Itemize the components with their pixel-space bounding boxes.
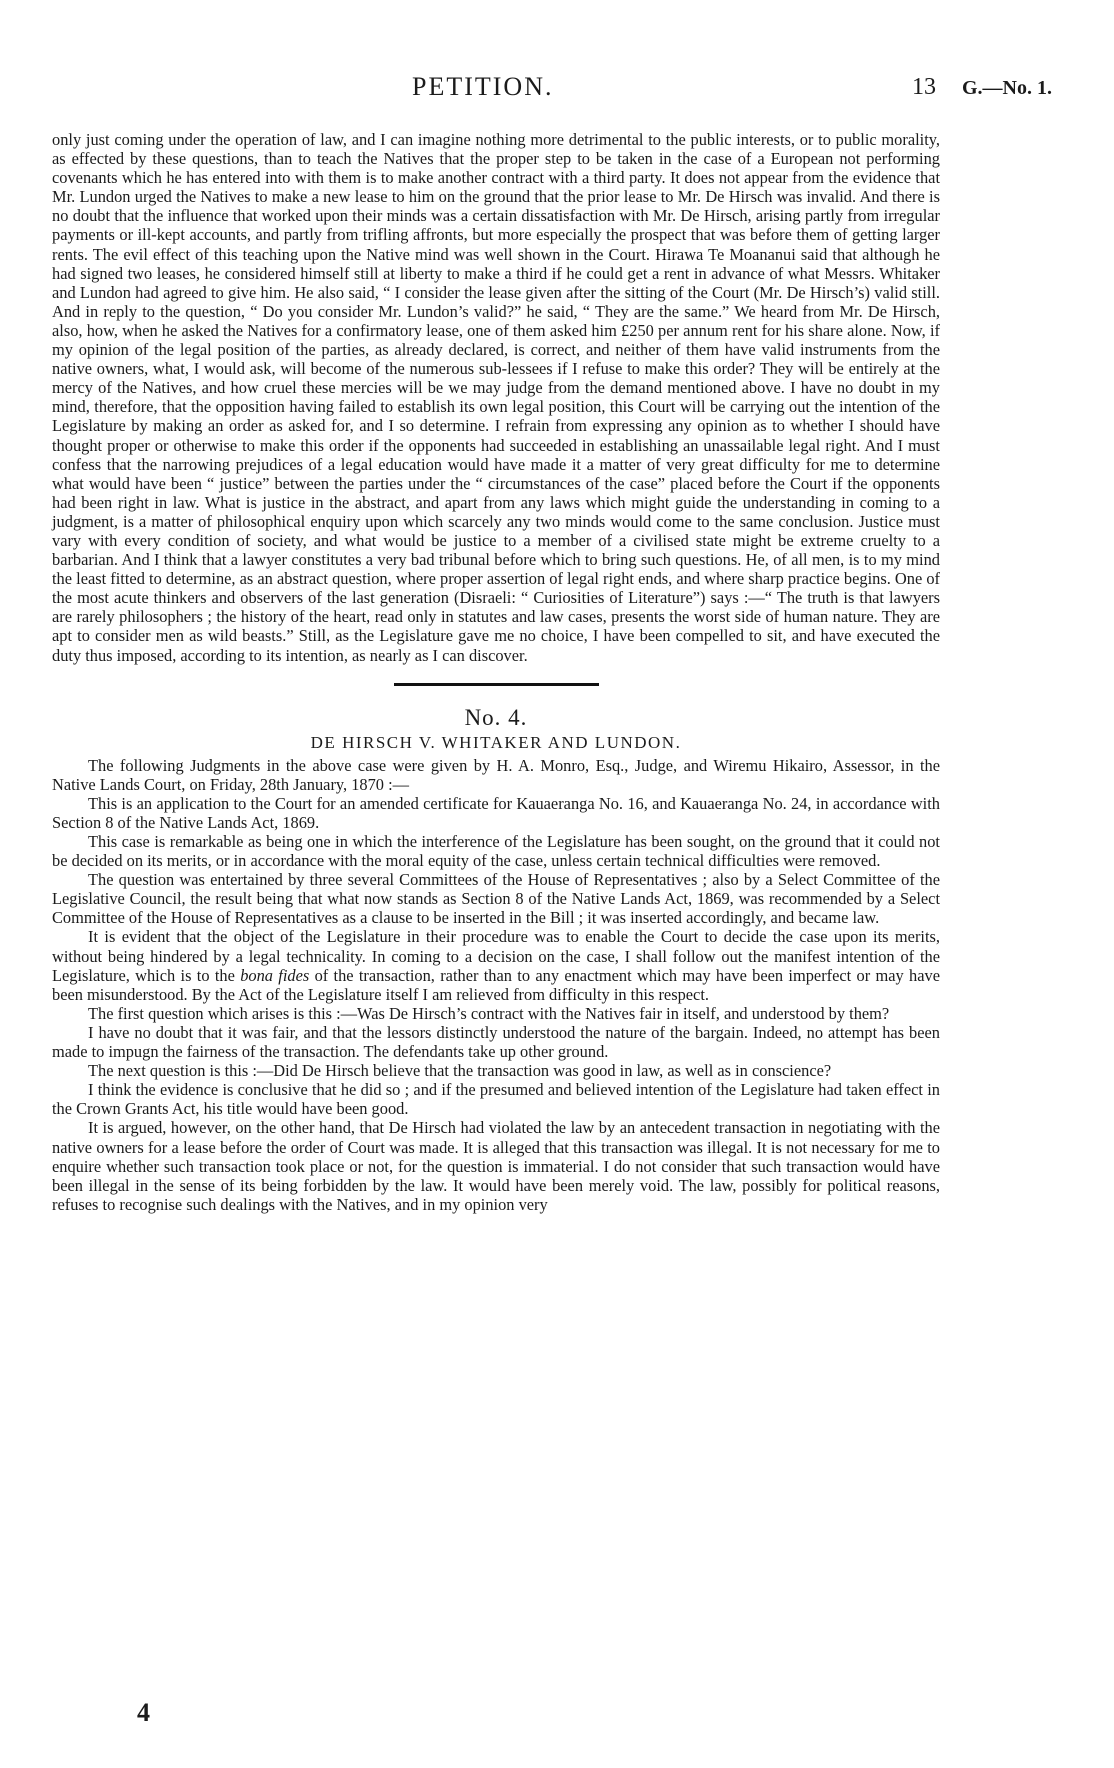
italic-phrase: bona fides [240,965,310,985]
case-title: DE HIRSCH V. WHITAKER AND LUNDON. [310,732,682,752]
paragraph: It is argued, however, on the other hand, that De Hirsch had violated the law by an antecedent transaction in negotiating with the native owners for a lease before the order of Court was made. It is alleged that this transaction was illegal. It is not necessary for me to enquire whether such transaction took place or not, for the question is immaterial. I do not consider that such transaction would have been illegal in the sense of its being forbidden by the law. It would have been merely void. The law, possibly for political reasons, refuses to recognise such dealings with the Natives, and in my opinion very [52,1118,940,1214]
paragraph: I think the evidence is conclusive that he did so ; and if the presumed and believed intention of the Legislature had taken effect in the Crown Grants Act, his title would have been good. [52,1080,940,1119]
paragraph: The following Judgments in the above case were given by H. A. Monro, Esq., Judge, and Wiremu Hikairo, Assessor, in the Native Lands Court, on Friday, 28th January, 1870 :— [52,755,940,794]
paragraph: The next question is this :—Did De Hirsch believe that the transaction was good in law, as well as in conscience? [88,1061,832,1081]
paragraph: This case is remarkable as being one in which the interference of the Legislature has been sought, on the ground that it could not be decided on its merits, or in accordance with the moral equity of the case, unless certain technical difficulties were removed. [52,832,940,871]
signature-mark: 4 [137,1698,150,1727]
body-text [52,130,940,1214]
paragraph: This is an application to the Court for an amended certificate for Kauaeranga No. 16, and Kauaeranga No. 24, in accordance with Section 8 of the Native Lands Act, 1869. [52,793,940,832]
paragraph: It is evident that the object of the Legislature in their procedure was to enable the Court to decide the case upon its merits, without being hindered by a legal technicality. In coming to a decision on the case, I shall follow out the manifest intention of the Legislature, which is to the bona fides of the transaction, rather than to any enactment which may have been imperfect or may have been misunderstood. By the Act of the Legislature itself I am relieved from difficulty in this respect. [52,927,940,1004]
paragraph: only just coming under the operation of law, and I can imagine nothing more detrimental to the public interests, or to public morality, as effected by these questions, than to teach the Natives that the proper step to be taken in the case of a European not performing covenants which he has entered into with them is to make another contract with a third party. It does not appear from the evidence that Mr. Lundon urged the Natives to make a new lease to him on the ground that the prior lease to Mr. De Hirsch was invalid. And there is no doubt that the influence that worked upon their minds was a certain dissatisfaction with Mr. De Hirsch, arising partly from irregular payments or ill-kept accounts, and partly from trifling affronts, but more especially the prospect that was before them of getting larger rents. The evil effect of this teaching upon the Native mind was well shown in the Court. Hirawa Te Moananui said that although he had signed two leases, he considered himself still at liberty to make a third if he could get a rent in advance of what Messrs. Whitaker and Lundon had agreed to give him. He also said, “ I consider the lease given after the sitting of the Court (Mr. De Hirsch’s) valid still. And in reply to the question, “ Do you consider Mr. Lundon’s valid?” he said, “ They are the same.” We heard from Mr. De Hirsch, also, how, when he asked the Natives for a confirmatory lease, one of them asked him £250 per annum rent for his share alone. Now, if my opinion of the legal position of the parties, as already declared, is correct, and neither of them have valid instruments from the native owners, what, I would ask, will become of the numerous sub-lessees if I refuse to make this order? They will be entirely at the mercy of the Natives, and how cruel these mercies will be we may judge from the demand mentioned above. I have no doubt in my mind, therefore, that the opposition having failed to establish its own legal position, this Court will be carrying out the intention of the Legislature by making an order as asked for, and I so determine. I refrain from expressing any opinion as to whether I should have thought proper or otherwise to make this order if the opponents had succeeded in establishing an unassailable legal right. And I must confess that the narrowing prejudices of a legal education would have made it a matter of very great difficulty for me to determine what would have been “ justice” between the parties under the “ circumstances of the case” placed before the Court if the opponents had been right in law. What is justice in the abstract, and apart from any laws which might guide the understanding in coming to a judgment, is a matter of philosophical enquiry upon which scarcely any two minds would come to the same conclusion. Justice must vary with every condition of society, and what would be justice to a member of a civilised state might be extreme cruelty to a barbarian. And I think that a lawyer constitutes a very bad tribunal before which to bring such questions. He, of all men, is to my mind the least fitted to determine, as an abstract question, where proper assertion of legal right ends, and where sharp practice begins. One of the most acute thinkers and observers of the last generation (Disraeli: “ Curiosities of Literature”) says :—“ The truth is that lawyers are rarely philosophers ; the history of the heart, read only in statutes and law cases, presents the worst side of human nature. They are apt to consider men as wild beasts.” Still, as the Legislature gave me no choice, I have been compelled to sit, and have executed the duty thus imposed, according to its intention, as nearly as I can discover. [52,130,940,665]
section-divider [394,683,599,686]
paragraph: The first question which arises is this :—Was De Hirsch’s contract with the Natives fair in itself, and understood by them? [88,1003,890,1023]
page-number: 13 [912,74,936,100]
paragraph: The question was entertained by three several Committees of the House of Representatives ; also by a Select Committee of the Legislative Council, the result being that what now stands as Section 8 of the Native Lands Act, 1869, was recommended by a Select Committee of the House of Representatives as a clause to be inserted in the Bill ; it was inserted accordingly, and became law. [52,870,940,928]
section-number: No. 4. [464,704,528,730]
page-title: PETITION. [412,72,554,101]
paragraph: I have no doubt that it was fair, and that the lessors distinctly understood the nature of the bargain. Indeed, no attempt has been made to impugn the fairness of the transaction. The defendants take up other ground. [52,1022,940,1062]
page-header [0,72,1114,112]
paper-reference: G.—No. 1. [962,77,1052,99]
